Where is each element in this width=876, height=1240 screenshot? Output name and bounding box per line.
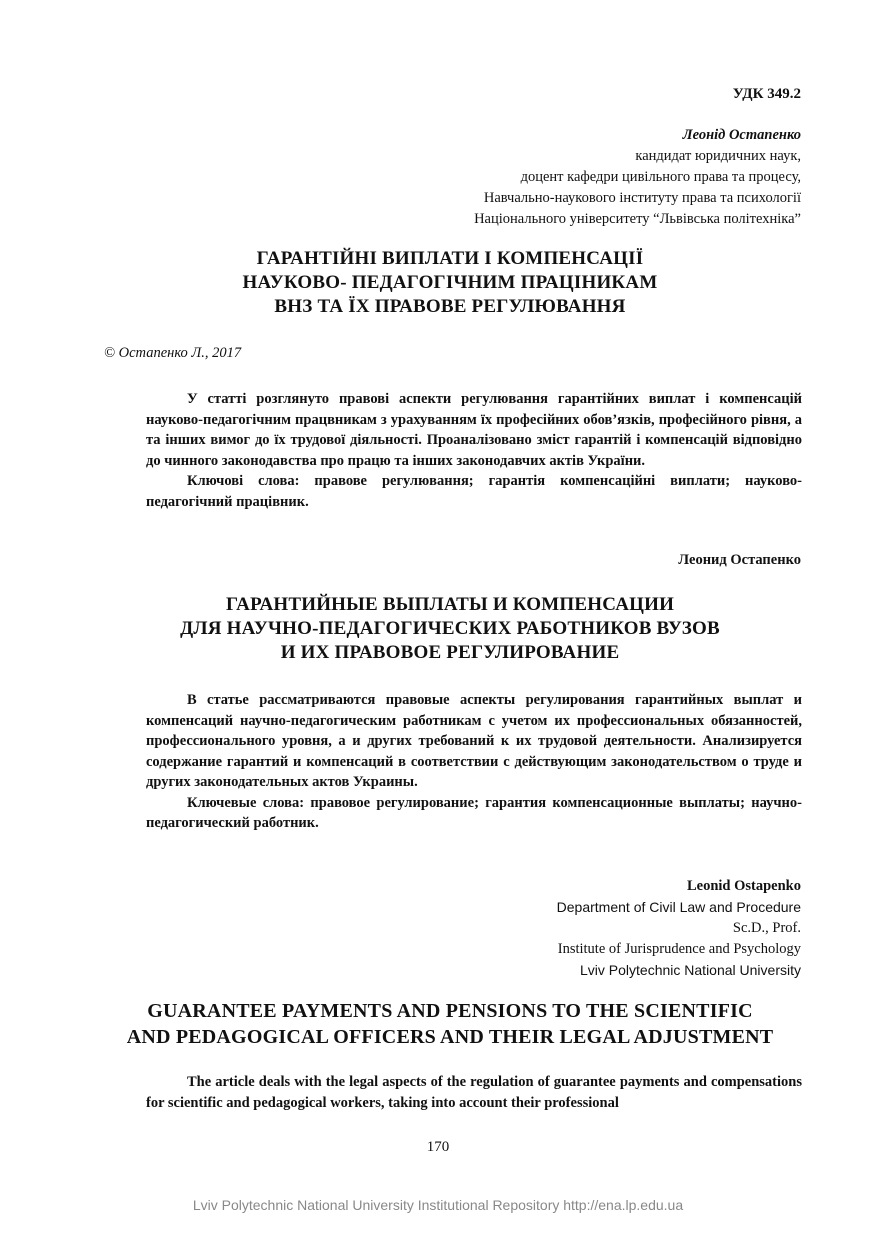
title-english [60,998,840,1050]
author-university: Lviv Polytechnic National University [580,962,801,978]
author-block-en [557,876,801,981]
title-line: ГАРАНТІЙНІ ВИПЛАТИ І КОМПЕНСАЦІЇ [256,248,644,269]
abstract-russian [146,690,802,834]
keywords: Ключевые слова: правовое регулирование; гарантия компенсационные выплаты; научно-педагогический работник. [146,794,802,831]
keywords: Ключові слова: правове регулювання; гарантія компенсаційні виплати; науково-педагогічний працівник. [146,473,802,510]
author-degree: Sc.D., Prof. [732,920,801,936]
author-name-en: Leonid Ostapenko [686,878,801,894]
author-name-ru: Леонид Остапенко [678,552,801,568]
title-line: ДЛЯ НАУЧНО-ПЕДАГОГИЧЕСКИХ РАБОТНИКОВ ВУЗОВ [180,618,720,639]
title-line: И ИХ ПРАВОВОЕ РЕГУЛИРОВАНИЕ [280,642,620,663]
author-affiliation-line: кандидат юридичних наук, [635,148,801,164]
title-line: AND PEDAGOGICAL OFFICERS AND THEIR LEGAL ADJUSTMENT [126,1026,774,1048]
title-line: GUARANTEE PAYMENTS AND PENSIONS TO THE SCIENTIFIC [147,1000,753,1022]
author-affiliation-line: Навчально-наукового інституту права та психології [483,190,801,206]
repository-footer: Lviv Polytechnic National University Institutional Repository http://ena.lp.edu.ua [192,1197,684,1213]
author-department: Department of Civil Law and Procedure [556,899,801,915]
author-affiliation-line: Національного університету “Львівська політехніка” [474,211,801,227]
udk-code: УДК 349.2 [732,86,801,102]
abstract-text: У статті розглянуто правові аспекти регулювання гарантійних виплат і компенсацій науково-педагогічним працвникам з урахуванням їх професійних обов’язків, професійного рівня, а та інших вимог до їх трудової діяльності. Проаналізовано зміст гарантій і компенсацій відповідно до чинного законодавства про працю та інших законодавчих актів України. [146,391,802,469]
author-affiliation-line: доцент кафедри цивільного права та процесу, [520,169,801,185]
title-line: ВНЗ ТА ЇХ ПРАВОВЕ РЕГУЛЮВАННЯ [274,296,626,317]
title-ukrainian [60,247,840,319]
abstract-ukrainian [146,389,802,512]
abstract-english [146,1072,802,1113]
abstract-text: The article deals with the legal aspects of the regulation of guarantee payments and compensations for scientific and pedagogical workers, taking into account their professional [146,1074,802,1111]
title-line: НАУКОВО- ПЕДАГОГІЧНИМ ПРАЦІНИКАМ [242,272,658,293]
copyright-notice: © Остапенко Л., 2017 [104,345,242,361]
title-line: ГАРАНТИЙНЫЕ ВЫПЛАТЫ И КОМПЕНСАЦИИ [225,594,675,615]
author-name-uk: Леонід Остапенко [682,127,801,143]
title-russian [60,593,840,665]
author-institute: Institute of Jurisprudence and Psychology [557,941,801,957]
abstract-text: В статье рассматриваются правовые аспекты регулирования гарантийных выплат и компенсаций научно-педагогическим работникам с учетом их профессиональных обязанностей, профессионального уровня, а и других требований к их трудовой деятельности. Анализируется содержание гарантий и компенсаций в соответствии с действующим законодательством о труде и других законодательных актов Украины. [146,692,802,790]
page-number: 170 [426,1139,450,1155]
author-block-uk [474,125,801,230]
